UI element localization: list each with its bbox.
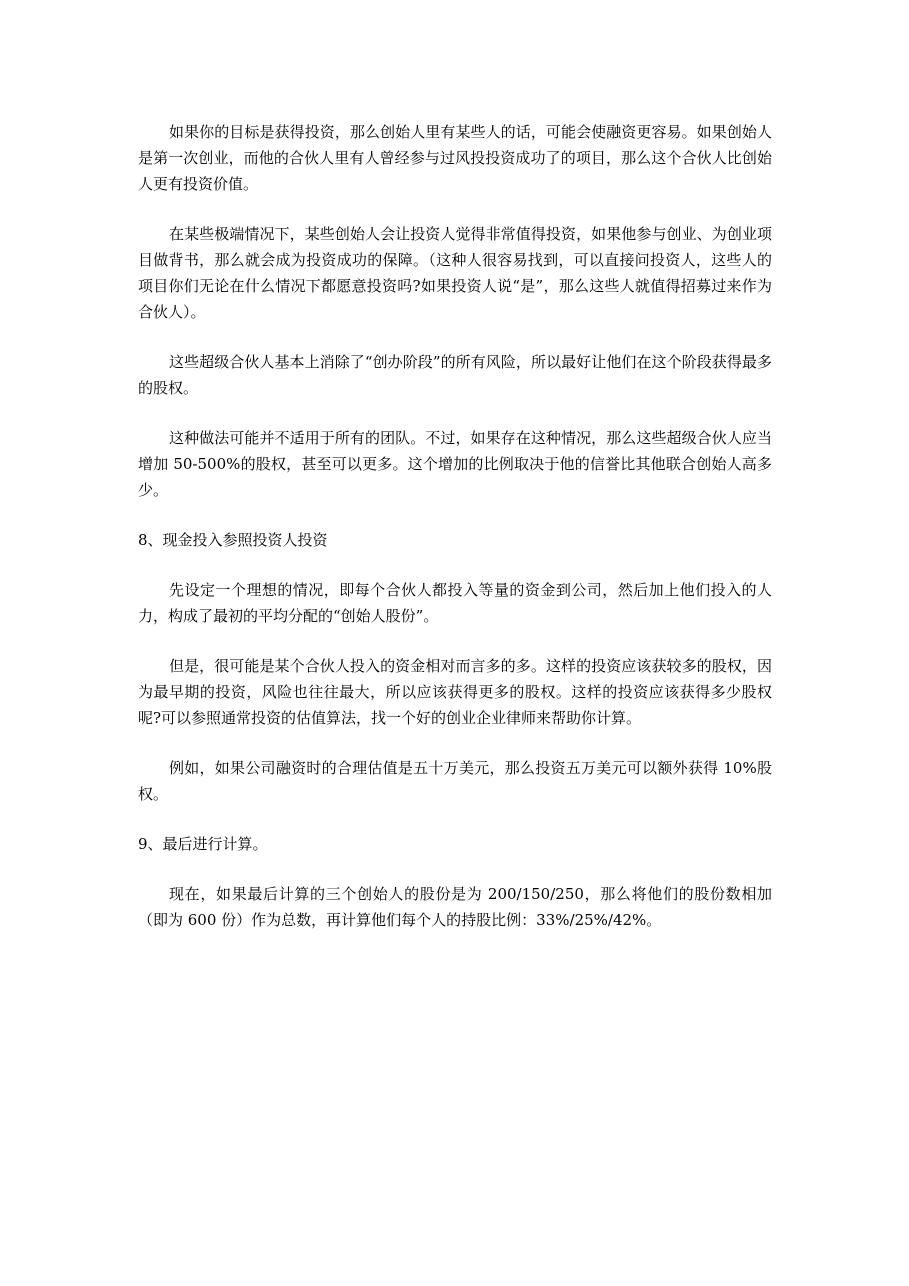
section-heading-final-calculation: 9、最后进行计算。 — [138, 835, 268, 853]
paragraph-super-partners: 这些超级合伙人基本上消除了“创办阶段”的所有风险，所以最好让他们在这个阶段获得最多的股权。 — [138, 353, 772, 397]
paragraph-extreme-cases: 在某些极端情况下，某些创始人会让投资人觉得非常值得投资，如果他参与创业、为创业项目做背书，那么就会成为投资成功的保障。（这种人很容易找到，可以直接问投资人，这些人的项目你们无论在什么情况下都愿意投资吗?如果投资人说“是”，那么这些人就值得招募过来作为合伙人）。 — [138, 225, 772, 321]
paragraph-investment-goal: 如果你的目标是获得投资，那么创始人里有某些人的话，可能会使融资更容易。如果创始人是第一次创业，而他的合伙人里有人曾经参与过风投投资成功了的项目，那么这个合伙人比创始人更有投资价值。 — [138, 123, 772, 193]
section-heading-cash-investment: 8、现金投入参照投资人投资 — [138, 531, 328, 549]
paragraph-equity-increase: 这种做法可能并不适用于所有的团队。不过，如果存在这种情况，那么这些超级合伙人应当增加 50-500%的股权，甚至可以更多。这个增加的比例取决于他的信誉比其他联合创始人高多少。 — [138, 429, 772, 499]
paragraph-more-capital: 但是，很可能是某个合伙人投入的资金相对而言多的多。这样的投资应该获较多的股权，因为最早期的投资，风险也往往最大，所以应该获得更多的股权。这样的投资应该获得多少股权呢?可以参照通常投资的估值算法，找一个好的创业企业律师来帮助你计算。 — [138, 657, 772, 727]
paragraph-example: 例如，如果公司融资时的合理估值是五十万美元，那么投资五万美元可以额外获得 10%股权。 — [138, 759, 772, 803]
paragraph-calculation: 现在，如果最后计算的三个创始人的股份是为 200/150/250，那么将他们的股份数相加（即为 600 份）作为总数，再计算他们每个人的持股比例：33%/25%/42%。 — [138, 885, 772, 929]
paragraph-ideal-case: 先设定一个理想的情况，即每个合伙人都投入等量的资金到公司，然后加上他们投入的人力，构成了最初的平均分配的“创始人股份”。 — [138, 581, 772, 625]
document-page — [138, 119, 772, 957]
